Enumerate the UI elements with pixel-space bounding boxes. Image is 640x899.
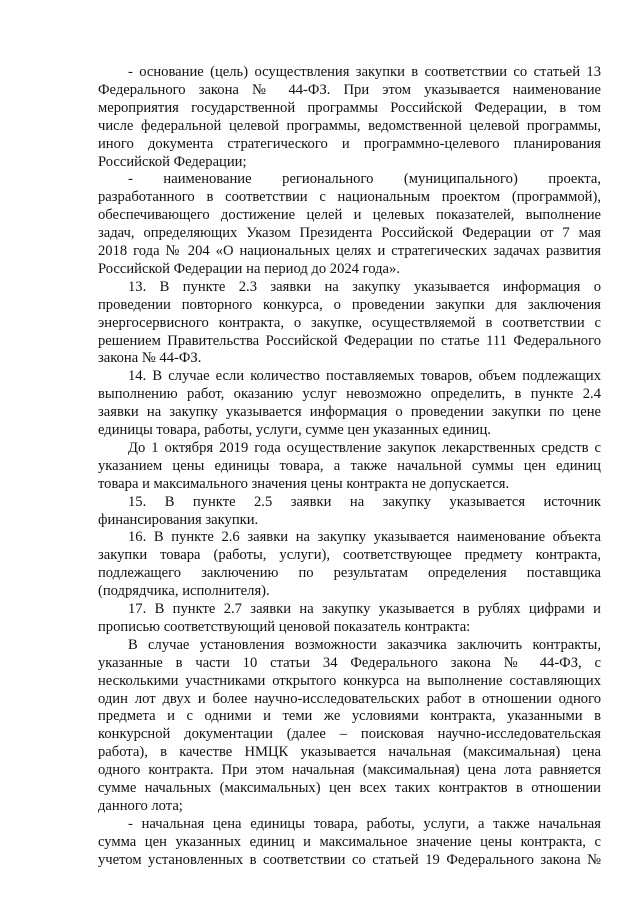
text-line: (подрядчика, исполнителя). — [98, 583, 270, 600]
text-line: единицы товара, работы, услуги, сумме цен указанных единиц. — [98, 422, 491, 438]
text-line: конкурсной документации (далее – поисковая научно-исследовательская — [98, 726, 601, 743]
text-line: работа), в качестве НМЦК указывается начальная (максимальная) цена — [98, 744, 601, 761]
text-line: товара и максимального значения цены контракта не допускается. — [98, 475, 510, 492]
text-line: 2018 года № 204 «О национальных целях и стратегических задачах развития — [98, 243, 601, 259]
text-line: 17. В пункте 2.7 заявки на закупку указывается в рублях цифрами и — [128, 601, 601, 617]
text-line: энергосервисного контракта, о закупке, осуществляемой в соответствии с — [98, 314, 601, 331]
text-line: Российской Федерации; — [98, 153, 247, 170]
text-line: предмета и с одними и теми же условиями контракта, указанными в — [98, 708, 601, 725]
text-line: указанием цены единицы товара, а также начальной суммы цен единиц — [98, 457, 601, 474]
text-line: прописью соответствующий ценовой показатель контракта: — [98, 618, 471, 635]
text-line: 14. В случае если количество поставляемых товаров, объем подлежащих — [128, 368, 601, 385]
text-line: мероприятия государственной программы Российской Федерации, в том — [98, 99, 601, 116]
text-line: данного лота; — [98, 797, 183, 814]
text-line: - начальная цена единицы товара, работы, услуги, а также начальная — [128, 815, 601, 832]
text-line: финансирования закупки. — [98, 511, 259, 528]
text-line: заявки на закупку указывается информация о проведении закупки по цене — [98, 404, 601, 421]
text-line: обеспечивающего достижение целей и целевых показателей, выполнение — [98, 207, 601, 224]
text-line: 13. В пункте 2.3 заявки на закупку указывается информация о — [128, 278, 601, 295]
text-line: закупки товара (работы, услуги), соответствующее предмету контракта, — [98, 547, 601, 564]
text-line: - основание (цель) осуществления закупки в соответствии со статьей 13 — [128, 64, 601, 80]
text-line: В случае установления возможности заказчика заключить контракты, — [128, 636, 601, 653]
text-line: учетом установленных в соответствии со статьей 19 Федерального закона № — [98, 851, 601, 868]
text-line: 16. В пункте 2.6 заявки на закупку указывается наименование объекта — [128, 529, 601, 546]
text-line: решением Правительства Российской Федерации по статье 111 Федерального — [98, 332, 601, 349]
text-line: разработанного в соответствии с национальным проектом (программой), — [98, 189, 601, 206]
text-line: сумме начальных (максимальных) цен всех таких контрактов в отношении — [98, 780, 601, 796]
text-line: одного контракта. При этом начальная (максимальная) цена лота равняется — [98, 762, 601, 779]
text-line: иного документа стратегического и программно-целевого планирования — [98, 135, 601, 152]
text-line: - наименование регионального (муниципального) проекта, — [128, 171, 601, 188]
text-line: один лот двух и более научно-исследовательских работ в отношении одного — [98, 690, 601, 707]
text-line: несколькими участниками открытого конкурса на выполнение составляющих — [98, 672, 601, 689]
text-line: числе федеральной целевой программы, ведомственной целевой программы, — [98, 117, 601, 134]
text-line: выполнению работ, оказанию услуг невозможно определить, в пункте 2.4 — [98, 386, 601, 403]
text-line: задач, определяющих Указом Президента Российской Федерации от 7 мая — [98, 225, 601, 242]
text-line: Российской Федерации на период до 2024 года». — [98, 260, 400, 277]
text-line: сумма цен указанных единиц и максимальное значение цены контракта, с — [98, 833, 601, 850]
text-line: 15. В пункте 2.5 заявки на закупку указывается источник — [128, 493, 601, 510]
text-line: закона № 44-ФЗ. — [98, 350, 202, 367]
text-line: указанные в части 10 статьи 34 Федерального закона № 44-ФЗ, с — [98, 654, 601, 671]
text-line: подлежащего заключению по результатам определения поставщика — [98, 565, 601, 582]
text-line: До 1 октября 2019 года осуществление закупок лекарственных средств с — [128, 439, 601, 456]
text-line: проведении повторного конкурса, о проведении закупки для заключения — [98, 296, 601, 313]
text-line: Федерального закона № 44-ФЗ. При этом указывается наименование — [98, 81, 601, 98]
